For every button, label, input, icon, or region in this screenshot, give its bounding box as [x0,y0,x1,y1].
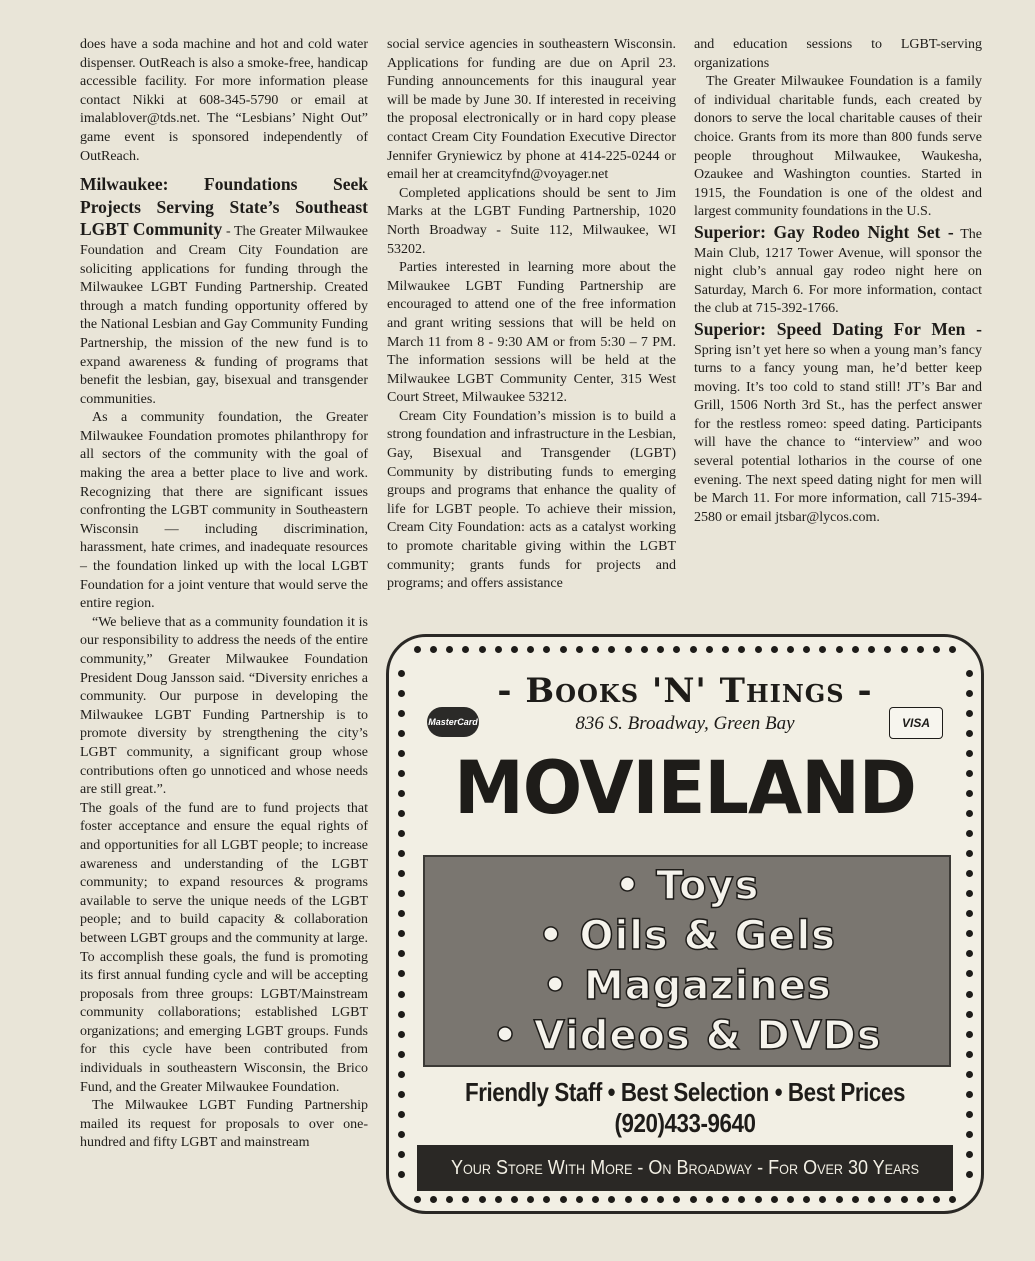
marquee-bulb [527,1196,534,1203]
marquee-bulb [966,1031,973,1038]
paragraph: social service agencies in southeastern Wisconsin. Applications for funding are due on April 23. Funding announcements for this inaugural year will be made by June 30. If interested in receiving the proposal electronically or in hard copy please contact Cream City Foundation Executive Director Jennifer Gryniewicz by phone at 414-225-0244 or email her at creamcityfnd@voyager.net [387,37,676,183]
marquee-bulb [966,850,973,857]
marquee-bulb [657,646,664,653]
marquee-bulb [803,646,810,653]
marquee-bulb [771,1196,778,1203]
marquee-bulb [398,1051,405,1058]
product-item: • Toys [614,863,760,909]
paragraph: The Greater Milwaukee Foundation is a family of individual charitable funds, each created by donors to serve the local charitable causes of their choice. Grants from its more than 800 funds serve people throughout Milwaukee, Waukesha, Ozaukee and Washington counties. Started in 1915, the Foundation is one of the oldest and largest community foundations in the U.S. [694,74,982,220]
marquee-bulb [966,1111,973,1118]
marquee-bulb [414,1196,421,1203]
article-column-2 [387,36,676,594]
marquee-bulb [738,1196,745,1203]
marquee-bulb [560,646,567,653]
marquee-bulb [966,1131,973,1138]
store-address: 836 S. Broadway, Green Bay [575,713,795,734]
marquee-bulb [495,1196,502,1203]
marquee-bulb [787,1196,794,1203]
marquee-bulb [884,646,891,653]
article-lead: - The Greater Milwaukee Foundation and Cream City Foundation are soliciting applications for funding through the Milwaukee LGBT Funding Partnership. Created through a match funding opportunity offered by the National Lesbian and Gay Community Funding Partnership, the mission of the new fund is to expand awareness & funding of programs that benefit the lesbian, gay, bisexual and transgender communities. [80,224,369,407]
marquee-bulb [755,646,762,653]
marquee-bulb [462,1196,469,1203]
marquee-bulb [706,646,713,653]
visa-logo: VISA [889,707,943,739]
marquee-bulb [608,646,615,653]
marquee-bulb [949,646,956,653]
marquee-bulb [966,1171,973,1178]
marquee-bulb [398,1111,405,1118]
marquee-bulb [398,991,405,998]
marquee-bulb [966,870,973,877]
marquee-lights-top [389,641,981,657]
movieland-advertisement [386,634,984,1214]
marquee-bulb [398,1151,405,1158]
marquee-bulb [398,1091,405,1098]
marquee-bulb [511,646,518,653]
article-body: The Main Club, 1217 Tower Avenue, will sponsor the night club’s annual gay rodeo night here on Saturday, March 6. For more information, contact the club at 715-392-1766. [694,226,983,317]
marquee-bulb [819,646,826,653]
marquee-bulb [430,1196,437,1203]
marquee-bulb [966,1151,973,1158]
marquee-bulb [608,1196,615,1203]
paragraph: and education sessions to LGBT-serving organizations [694,37,982,71]
marquee-bulb [901,1196,908,1203]
marquee-bulb [398,830,405,837]
mastercard-logo: MasterCard [427,707,479,737]
marquee-bulb [836,1196,843,1203]
marquee-bulb [933,646,940,653]
marquee-bulb [576,646,583,653]
marquee-bulb [803,1196,810,1203]
marquee-bulb [462,646,469,653]
marquee-bulb [966,1011,973,1018]
marquee-bulb [852,646,859,653]
marquee-bulb [852,1196,859,1203]
marquee-bulb [673,646,680,653]
marquee-bulb [819,1196,826,1203]
marquee-lights-bottom [389,1191,981,1207]
marquee-bulb [398,970,405,977]
marquee-bulb [479,1196,486,1203]
article-headline: Superior: Gay Rodeo Night Set - [694,221,954,242]
movieland-title: MOVIELAND [454,744,916,832]
marquee-bulb [933,1196,940,1203]
marquee-bulb [738,646,745,653]
marquee-bulb [949,1196,956,1203]
marquee-bulb [398,950,405,957]
marquee-bulb [657,1196,664,1203]
product-item: • Videos & DVDs [492,1013,882,1059]
marquee-bulb [592,646,599,653]
marquee-bulb [641,1196,648,1203]
marquee-bulb [527,646,534,653]
marquee-bulb [966,970,973,977]
marquee-bulb [966,1051,973,1058]
paragraph: Parties interested in learning more about the Milwaukee LGBT Funding Partnership are encouraged to attend one of the free information and grant writing sessions that will be held on March 11 from 8 - 9:30 AM or from 5:30 – 7 PM. The information sessions will be held at the Milwaukee LGBT Community Center, 315 West Court Street, Milwaukee 53212. [387,260,676,406]
paragraph: does have a soda machine and hot and cold water dispenser. OutReach is also a smoke-free, handicap accessible facility. For more information please contact Nikki at 608-345-5790 or email at imalablover@tds.net. The “Lesbians’ Night Out” game event is sponsored independently of OutReach. [80,37,368,164]
marquee-bulb [966,930,973,937]
marquee-lights-left [393,663,409,1185]
paragraph: “We believe that as a community foundation it is our responsibility to address the needs of the entire community,” Greater Milwaukee Foundation President Doug Jansson said. “Diversity enriches a community. Our purpose in developing the Milwaukee LGBT Funding Partnership is to promote diversity by strengthening the city’s LGBT community, a significant group whose contributions often go unnoticed and whose needs are still great.”. [80,614,368,798]
marquee-bulb [398,870,405,877]
marquee-bulb [398,850,405,857]
marquee-bulb [641,646,648,653]
marquee-bulb [901,646,908,653]
marquee-bulb [592,1196,599,1203]
article-column-3 [694,36,982,527]
marquee-bulb [495,646,502,653]
marquee-bulb [398,890,405,897]
marquee-bulb [398,1071,405,1078]
article-headline: Milwaukee: Foundations Seek Projects Serving State’s Southeast LGBT Community [80,174,368,240]
marquee-bulb [722,646,729,653]
marquee-bulb [398,1171,405,1178]
marquee-bulb [755,1196,762,1203]
marquee-bulb [836,646,843,653]
marquee-bulb [706,1196,713,1203]
marquee-bulb [966,991,973,998]
marquee-bulb [868,1196,875,1203]
paragraph: The goals of the fund are to fund projects that foster acceptance and ensure the equal rights of and opportunities for all LGBT people; to increase awareness and understanding of the LGBT community; to expand resources & programs available to serve the unique needs of the LGBT people; and to build capacity & collaboration between LGBT groups and the community at large. [80,800,368,946]
marquee-bulb [398,930,405,937]
marquee-bulb [560,1196,567,1203]
marquee-lights-right [961,663,977,1185]
marquee-bulb [430,646,437,653]
marquee-bulb [690,646,697,653]
marquee-bulb [398,1011,405,1018]
marquee-bulb [722,1196,729,1203]
paragraph: Completed applications should be sent to Jim Marks at the LGBT Funding Partnership, 1020 North Broadway - Suite 112, Milwaukee, WI 53202. [387,185,676,257]
marquee-bulb [690,1196,697,1203]
paragraph: As a community foundation, the Greater Milwaukee Foundation promotes philanthropy for all sectors of the community with the goal of making the area a better place to live and work. Recognizing that there are significant issues confronting the LGBT community in Southeastern Wisconsin — including discrimination, harassment, hate crimes, and inadequate resources – the foundation linked up with the local LGBT Foundation for a joint venture that would serve the entire region. [80,410,368,612]
product-list-panel [423,855,951,1067]
marquee-bulb [543,1196,550,1203]
marquee-bulb [771,646,778,653]
marquee-bulb [625,646,632,653]
marquee-bulb [511,1196,518,1203]
marquee-bulb [673,1196,680,1203]
marquee-bulb [479,646,486,653]
marquee-bulb [398,1131,405,1138]
marquee-bulb [966,910,973,917]
marquee-bulb [917,646,924,653]
marquee-bulb [868,646,875,653]
marquee-bulb [625,1196,632,1203]
store-tagline: Friendly Staff • Best Selection • Best Prices (920)433-9640 [465,1077,905,1138]
marquee-bulb [398,1031,405,1038]
store-brand: - Books 'N' Things - [497,671,873,711]
article-milwaukee-foundations [80,174,368,1153]
paragraph: To accomplish these goals, the fund is promoting its first annual funding cycle and will be accepting proposals from three groups: LGBT/Mainstream community collaborations; established LGBT organizations; and emerging LGBT groups. Funds for this cycle have been contributed from individuals in southeastern Wisconsin, the Brico Fund, and the Greater Milwaukee Foundation. [80,949,368,1095]
product-item: • Magazines [542,963,832,1009]
marquee-bulb [966,890,973,897]
marquee-bulb [576,1196,583,1203]
product-item: • Oils & Gels [538,913,836,959]
marquee-bulb [398,910,405,917]
marquee-bulb [966,830,973,837]
marquee-bulb [414,646,421,653]
paragraph: The Milwaukee LGBT Funding Partnership mailed its request for proposals to over one-hundred and fifty LGBT and mainstream [80,1098,368,1151]
article-headline: Superior: Speed Dating For Men - [694,318,982,339]
marquee-bulb [787,646,794,653]
paragraph: Cream City Foundation’s mission is to build a strong foundation and infrastructure in the Lesbian, Gay, Bisexual and Transgender (LGBT) Community by distributing funds to emerging groups and programs that enhance the quality of life for LGBT people. To achieve their mission, Cream City Foundation: acts as a catalyst working to promote charitable giving within the LGBT community; grants funds for projects and programs; and offers assistance [387,408,676,592]
marquee-bulb [917,1196,924,1203]
marquee-bulb [446,1196,453,1203]
marquee-bulb [446,646,453,653]
footer-text: Your Store With More - On Broadway - For Over 30 Years [451,1156,919,1179]
marquee-bulb [966,1091,973,1098]
marquee-bulb [884,1196,891,1203]
article-body: Spring isn’t yet here so when a young man’s fancy turns to a fancy young man, he’d better keep moving. It’s too cold to stand still! JT’s Bar and Grill, 1506 North 3rd St., has the perfect answer for the restless romeo: speed dating. Participants will have the chance to “interview” and woo several potential lotharios in the course of one evening. The next speed dating night for men will be March 11. For more information, call 715-394-2580 or email jtsbar@lycos.com. [694,342,982,525]
marquee-bulb [966,1071,973,1078]
marquee-bulb [543,646,550,653]
marquee-bulb [966,950,973,957]
article-column-1 [80,36,368,1153]
store-footer-banner [417,1145,953,1191]
